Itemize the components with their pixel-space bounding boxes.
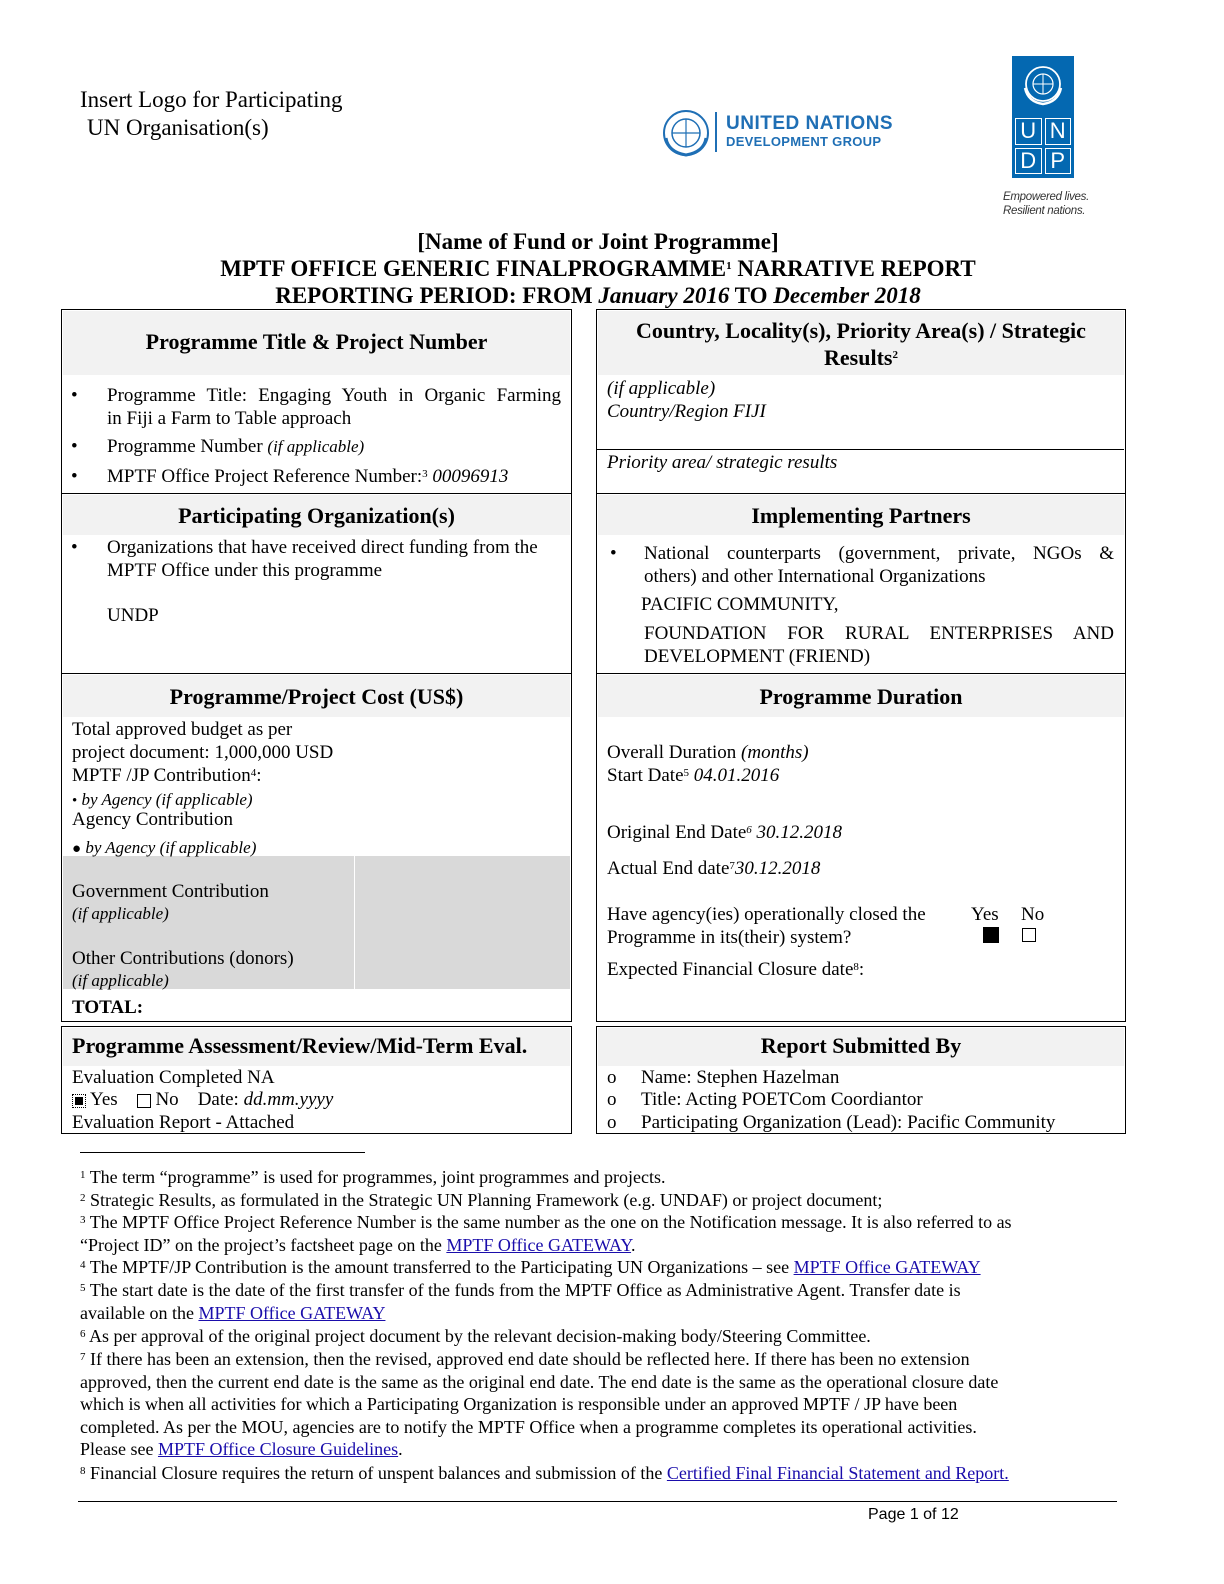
- evaluation-report: Evaluation Report - Attached: [72, 1112, 295, 1133]
- government-note: (if applicable): [72, 904, 169, 923]
- programme-title-heading: Programme Title & Project Number: [145, 329, 488, 354]
- country-heading: Country, Locality(s), Priority Area(s) / Strategic Results$^2$: [636, 318, 1086, 370]
- undp-letter-p: P: [1045, 148, 1072, 175]
- footnote-4: $^4$ The MPTF/JP Contribution is the amount transferred to the Participating UN Organizations – see MPTF Office GATEWAY: [80, 1257, 981, 1277]
- original-end-date: Original End Date$^6$ 30.12.2018: [607, 822, 843, 843]
- report-title: [0, 228, 1196, 309]
- agency-contribution: Agency Contribution: [72, 809, 233, 830]
- partner-friend-cont: DEVELOPMENT (FRIEND): [644, 646, 871, 667]
- un-emblem-icon: [658, 108, 714, 158]
- start-date: Start Date$^5$ 04.01.2016: [607, 765, 780, 786]
- participating-org-heading: Participating Organization(s): [178, 503, 455, 528]
- mptf-by-agency: • by Agency (if applicable): [72, 790, 253, 809]
- undg-logo: [658, 108, 928, 158]
- assessment-heading: Programme Assessment/Review/Mid-Term Eval.: [72, 1033, 528, 1058]
- programme-title: Programme Title: Engaging Youth in Organic Farming: [107, 385, 561, 406]
- undp-letter-u: U: [1015, 118, 1042, 145]
- actual-end-date: Actual End date$^7$30.12.2018: [607, 858, 821, 879]
- other-note: (if applicable): [72, 971, 169, 990]
- reporting-period: REPORTING PERIOD: FROM January 2016 TO December 2018: [275, 283, 921, 308]
- country-region: Country/Region FIJI: [607, 401, 766, 422]
- partner-pacific-community: PACIFIC COMMUNITY,: [641, 594, 839, 615]
- footer-rule: [78, 1501, 1117, 1502]
- page-number: Page 1 of 12: [868, 1506, 959, 1523]
- footnote-1: $^1$ The term “programme” is used for programmes, joint programmes and projects.: [80, 1167, 666, 1187]
- mptf-gateway-link[interactable]: MPTF Office GATEWAY: [793, 1257, 981, 1277]
- programme-number: Programme Number (if applicable): [107, 436, 365, 457]
- agency-by-agency: ● by Agency (if applicable): [72, 838, 257, 857]
- closure-no-label: No: [1021, 904, 1045, 925]
- footnote-separator: [80, 1152, 365, 1153]
- footnote-6: $^6$ As per approval of the original project document by the relevant decision-making body/Steering Committee.: [80, 1326, 871, 1346]
- programme-cost-heading: Programme/Project Cost (US$): [169, 684, 464, 709]
- logo-placeholder-text: Insert Logo for Participating UN Organisation(s): [80, 87, 343, 140]
- country-note: (if applicable): [607, 378, 716, 399]
- submitter-title: Title: Acting POETCom Coordiantor: [641, 1089, 923, 1110]
- footnote-2: $^2$ Strategic Results, as formulated in the Strategic UN Planning Framework (e.g. UNDAF) or project document;: [80, 1190, 883, 1210]
- participating-org-name: UNDP: [107, 605, 159, 626]
- programme-title-cont: in Fiji a Farm to Table approach: [107, 408, 352, 429]
- footnote-3: $^3$ The MPTF Office Project Reference Number is the same number as the one on the Notification message. It is also referred to as “Project ID” on the project’s factsheet page on the MPTF Office GATEWAY.: [80, 1212, 1012, 1255]
- implementing-note: National counterparts (government, private, NGOs &: [644, 543, 1114, 564]
- undp-letter-d: D: [1015, 148, 1042, 175]
- eval-no-checkbox[interactable]: [137, 1094, 151, 1108]
- mptf-contribution: MPTF /JP Contribution$^4$:: [72, 765, 262, 786]
- programme-duration-heading: Programme Duration: [759, 684, 963, 709]
- priority-area: Priority area/ strategic results: [607, 452, 838, 473]
- implementing-partners-heading: Implementing Partners: [751, 503, 971, 528]
- project-reference-number: MPTF Office Project Reference Number:$^3$ 00096913: [107, 466, 509, 487]
- footnote-5: $^5$ The start date is the date of the first transfer of the funds from the MPTF Office as Administrative Agent. Transfer date is available on the MPTF Office GATEWAY: [80, 1280, 961, 1323]
- report-submitted-heading: Report Submitted By: [760, 1033, 962, 1058]
- partner-friend: FOUNDATION FOR RURAL ENTERPRISES AND: [644, 623, 1114, 644]
- closure-no-checkbox[interactable]: [1022, 928, 1036, 942]
- government-contribution: Government Contribution: [72, 881, 269, 902]
- list-bullet: o: [607, 1089, 617, 1110]
- submitter-organization: Participating Organization (Lead): Pacific Community: [641, 1112, 1056, 1133]
- total-budget-value: project document: 1,000,000 USD: [72, 742, 334, 763]
- submitter-name: Name: Stephen Hazelman: [641, 1067, 840, 1088]
- undp-logo: [1012, 56, 1074, 178]
- total-label: TOTAL:: [72, 997, 144, 1018]
- financial-closure-date: Expected Financial Closure date$^8$:: [607, 959, 865, 980]
- undp-letter-n: N: [1045, 118, 1072, 145]
- operational-closure-question-cont: Programme in its(their) system?: [607, 927, 852, 948]
- report-title-line2: MPTF OFFICE GENERIC FINALPROGRAMME$^1$ NARRATIVE REPORT: [220, 256, 976, 281]
- participating-note-cont: MPTF Office under this programme: [107, 560, 383, 581]
- closure-guidelines-link[interactable]: MPTF Office Closure Guidelines: [157, 1439, 399, 1460]
- list-bullet: o: [607, 1067, 617, 1088]
- undg-line2: DEVELOPMENT GROUP: [726, 134, 882, 149]
- eval-yes-checkbox[interactable]: [72, 1094, 86, 1108]
- mptf-gateway-link[interactable]: MPTF Office GATEWAY: [198, 1302, 386, 1323]
- total-budget-label: Total approved budget as per: [72, 719, 293, 740]
- footnote-8: $^8$ Financial Closure requires the return of unspent balances and submission of the Certified Final Financial Statement and Report.: [80, 1463, 1009, 1483]
- undg-line1: UNITED NATIONS: [726, 113, 894, 134]
- mptf-gateway-link[interactable]: MPTF Office GATEWAY: [446, 1234, 632, 1255]
- other-contributions: Other Contributions (donors): [72, 948, 294, 969]
- evaluation-options: Yes No Date: dd.mm.yyyy: [72, 1088, 333, 1111]
- operational-closure-question: Have agency(ies) operationally closed the: [607, 904, 926, 925]
- overall-duration: Overall Duration (months): [607, 742, 809, 763]
- closure-yes-label: Yes: [971, 904, 999, 925]
- undp-tagline: Empowered lives. Resilient nations.: [1003, 191, 1089, 217]
- footnote-7: $^7$ If there has been an extension, then the revised, approved end date should be reflected here. If there has been no extension approved, then the current end date is the same as the original end date. The end date is the same as the operational closure date which is when all activities for which a Participating Organization is responsible under an approved MPTF / JP have been completed. As per the MOU, agencies are to notify the MPTF Office when a programme completes its operational activities. Please see MPTF Office Closure Guidelines.: [80, 1349, 999, 1460]
- participating-note: Organizations that have received direct funding from the: [107, 537, 538, 558]
- list-bullet: o: [607, 1112, 617, 1133]
- closure-yes-checkbox[interactable]: [983, 927, 999, 943]
- fund-name: [Name of Fund or Joint Programme]: [417, 229, 779, 254]
- un-emblem-icon: [1020, 62, 1066, 108]
- evaluation-completed: Evaluation Completed NA: [72, 1067, 275, 1088]
- financial-statement-link[interactable]: Certified Final Financial Statement and Report.: [666, 1463, 1009, 1483]
- implementing-note-cont: others) and other International Organizations: [644, 566, 986, 587]
